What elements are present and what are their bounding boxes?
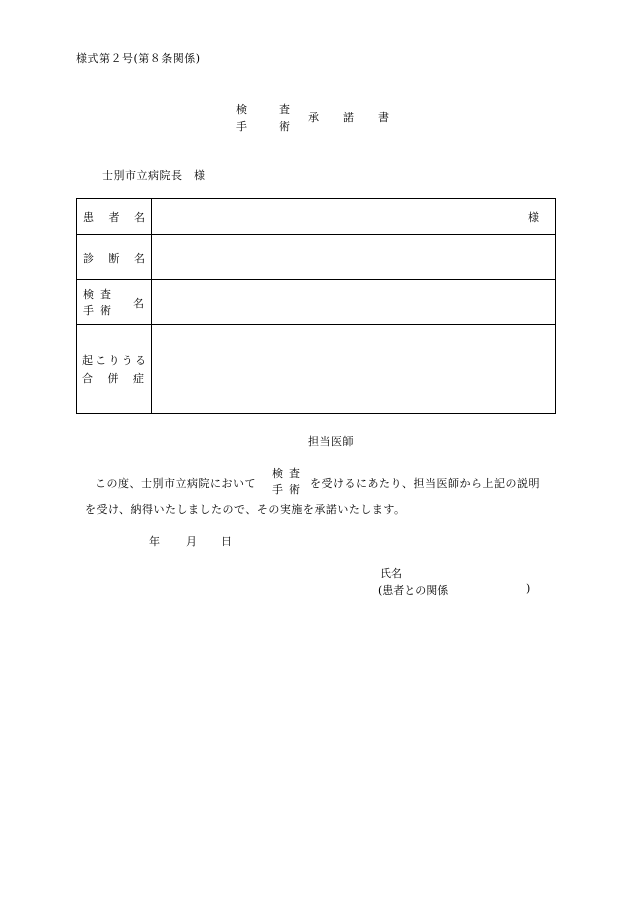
date-month: 月	[186, 535, 197, 548]
row-patient-name	[77, 199, 555, 235]
row-diagnosis	[77, 235, 555, 280]
consent-text-line1	[95, 475, 256, 492]
consent-text-line2: を受け、納得いたしましたので、その実施を承諾いたします。	[85, 503, 406, 516]
label-char: り	[108, 354, 120, 367]
doctor-label: 担当医師	[308, 435, 354, 448]
title-option-surgery-1: 手	[236, 120, 247, 133]
label-complications-line2	[82, 370, 144, 386]
option-char: 査	[289, 467, 300, 480]
title-option-inspection-1: 検	[236, 103, 247, 116]
label-char: 術	[100, 304, 111, 317]
label-char: う	[121, 354, 133, 367]
form-number: 様式第２号(第８条関係)	[76, 52, 201, 65]
consent-procedure-options	[272, 466, 300, 498]
title-char-1: 承	[308, 111, 319, 124]
label-char: 症	[133, 372, 144, 385]
label-char: 合	[82, 372, 93, 385]
option-char: 手	[272, 483, 283, 496]
addressee: 士別市立病院長 様	[102, 169, 206, 182]
label-procedure-options	[83, 287, 111, 319]
date-year: 年	[149, 535, 160, 548]
label-char: 検	[83, 288, 94, 301]
patient-name-field[interactable]	[152, 199, 555, 234]
honorific-sama: 様	[528, 211, 539, 224]
label-char: 手	[83, 304, 94, 317]
row-complications	[77, 325, 555, 413]
label-complications-line1	[82, 352, 146, 368]
title-char-3: 書	[378, 111, 389, 124]
label-char: 起	[82, 354, 93, 367]
relation-open: (患者との関係	[378, 584, 449, 597]
signature-name-label: 氏名	[380, 567, 402, 580]
date-day: 日	[221, 535, 232, 548]
title-option-surgery-2: 術	[279, 120, 290, 133]
title-option-inspection-2: 査	[279, 103, 290, 116]
procedure-field[interactable]	[152, 280, 555, 324]
consent-form-table	[76, 198, 556, 414]
label-patient-name	[83, 209, 145, 225]
consent-after: を受けるにあたり、担当医師から上記の説明	[310, 477, 540, 490]
row-procedure	[77, 280, 555, 325]
title-char-2: 諾	[343, 111, 354, 124]
label-char: 断	[108, 252, 120, 265]
option-char: 検	[272, 467, 283, 480]
label-diagnosis	[83, 250, 145, 266]
label-char: る	[135, 354, 146, 367]
option-char: 術	[289, 483, 300, 496]
label-procedure-suffix: 名	[133, 297, 144, 310]
label-char: 査	[100, 288, 111, 301]
label-char: こ	[95, 354, 107, 367]
relation-close: )	[526, 582, 531, 595]
label-char: 診	[83, 252, 94, 265]
label-char: 併	[107, 372, 119, 385]
label-char: 患	[83, 211, 94, 224]
consent-intro: この度、士別市立病院において	[95, 477, 256, 490]
label-char: 者	[108, 211, 120, 224]
label-char: 名	[134, 252, 145, 265]
document-title-options	[236, 101, 290, 135]
complications-field[interactable]	[152, 325, 555, 413]
label-char: 名	[134, 211, 145, 224]
diagnosis-field[interactable]	[152, 235, 555, 279]
